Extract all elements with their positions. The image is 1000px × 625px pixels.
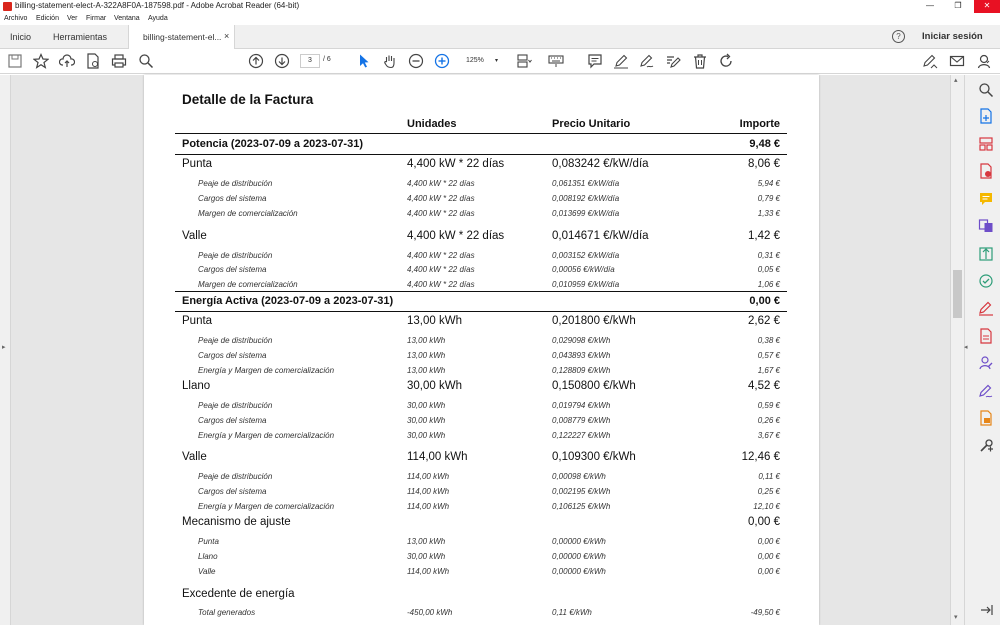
tab-document[interactable] <box>128 25 235 49</box>
menu-ventana[interactable]: Ventana <box>114 15 140 22</box>
sub-label: Peaje de distribución <box>198 251 273 260</box>
column-header-units: Unidades <box>407 118 457 130</box>
delete-icon[interactable] <box>692 53 708 69</box>
comment-icon[interactable] <box>587 53 603 69</box>
login-button[interactable]: Iniciar sesión <box>922 31 983 42</box>
chevron-left-icon[interactable]: ◂ <box>964 344 968 351</box>
sub-units: 30,00 kWh <box>407 401 446 410</box>
sub-units: 114,00 kWh <box>407 502 450 511</box>
header-divider <box>175 133 787 134</box>
scroll-up-icon[interactable]: ▴ <box>954 77 958 84</box>
section-potencia-total: 9,48 € <box>749 138 780 150</box>
sub-label: Total generados <box>198 608 256 617</box>
compress-pdf-icon[interactable] <box>978 246 994 262</box>
sub-amount: 0,00 € <box>757 537 780 546</box>
row-amount: 0,00 € <box>748 516 780 528</box>
left-panel-toggle[interactable] <box>0 75 11 625</box>
row-units: 114,00 kWh <box>407 451 468 463</box>
sub-price: 0,00000 €/kWh <box>552 567 606 576</box>
protect-pen-icon[interactable] <box>978 383 994 399</box>
rotate-icon[interactable] <box>718 53 734 69</box>
section-energia-total: 0,00 € <box>749 295 780 307</box>
edit-pdf-icon[interactable] <box>978 328 994 344</box>
chevron-down-icon: ▾ <box>495 58 499 64</box>
sub-price: 0,061351 €/kW/día <box>552 179 620 188</box>
sub-price: 0,010959 €/kW/día <box>552 280 620 289</box>
zoom-search-tool-icon[interactable] <box>978 82 994 98</box>
row-price: 0,109300 €/kWh <box>552 451 636 463</box>
menu-firmar[interactable]: Firmar <box>86 15 107 22</box>
title-bar <box>0 0 1000 13</box>
sub-amount: 0,26 € <box>757 416 780 425</box>
row-price: 0,201800 €/kWh <box>552 315 636 327</box>
row-label: Mecanismo de ajuste <box>182 516 291 528</box>
sub-amount: 0,00 € <box>757 567 780 576</box>
zoom-select[interactable] <box>461 54 503 68</box>
row-label: Punta <box>182 158 213 170</box>
tab-document-label: billing-statement-el... <box>143 32 222 42</box>
sub-price: 0,128809 €/kWh <box>552 366 611 375</box>
send-for-review-icon[interactable] <box>978 410 994 426</box>
sub-label: Peaje de distribución <box>198 401 273 410</box>
keyboard-icon[interactable] <box>548 53 564 69</box>
file-search-icon[interactable] <box>85 53 101 69</box>
sub-label: Cargos del sistema <box>198 351 267 360</box>
sub-amount: 1,06 € <box>757 280 780 289</box>
sub-label: Llano <box>198 552 218 561</box>
sub-label: Peaje de distribución <box>198 336 273 345</box>
zoom-value: 125% <box>466 57 484 64</box>
sub-amount: -49,50 € <box>750 608 780 617</box>
sub-units: 114,00 kWh <box>407 472 450 481</box>
hand-tool-icon[interactable] <box>382 53 398 69</box>
sub-amount: 0,57 € <box>757 351 780 360</box>
sub-amount: 0,05 € <box>757 265 780 274</box>
sub-price: 0,008779 €/kWh <box>552 416 611 425</box>
sub-units: 4,400 kW * 22 días <box>407 280 475 289</box>
sub-units: 30,00 kWh <box>407 431 446 440</box>
zoom-in-icon[interactable] <box>434 53 450 69</box>
row-label: Llano <box>182 380 211 392</box>
fill-sign-icon[interactable] <box>978 300 994 316</box>
request-signature-icon[interactable] <box>978 355 994 371</box>
scroll-down-icon[interactable]: ▾ <box>954 614 958 621</box>
sub-amount: 0,00 € <box>757 552 780 561</box>
page-total: / 6 <box>323 56 331 63</box>
upload-cloud-icon[interactable] <box>59 53 75 69</box>
sub-units: 13,00 kWh <box>407 537 446 546</box>
row-amount: 4,52 € <box>748 380 780 392</box>
tab-bar <box>0 25 1000 49</box>
highlight-pen-icon[interactable] <box>613 53 629 69</box>
sub-units: 4,400 kW * 22 días <box>407 194 475 203</box>
sub-label: Cargos del sistema <box>198 487 267 496</box>
select-cursor-icon[interactable] <box>356 53 372 69</box>
tab-close-icon[interactable]: × <box>224 31 230 41</box>
sub-price: 0,019794 €/kWh <box>552 401 611 410</box>
menu-ayuda[interactable]: Ayuda <box>148 15 168 22</box>
row-amount: 2,62 € <box>748 315 780 327</box>
sub-amount: 0,25 € <box>757 487 780 496</box>
sub-units: 13,00 kWh <box>407 336 446 345</box>
print-icon[interactable] <box>111 53 127 69</box>
acrobat-app-icon <box>3 2 12 11</box>
sub-amount: 1,33 € <box>757 209 780 218</box>
section-divider <box>175 154 787 155</box>
sub-amount: 12,10 € <box>753 502 780 511</box>
section-energia-label: Energía Activa (2023-07-09 a 2023-07-31) <box>182 295 394 307</box>
sub-amount: 1,67 € <box>757 366 780 375</box>
sub-price: 0,00000 €/kWh <box>552 537 606 546</box>
sub-label: Cargos del sistema <box>198 194 267 203</box>
column-header-amount: Importe <box>739 118 780 130</box>
create-pdf-icon[interactable] <box>978 108 994 124</box>
window-title: billing-statement-elect-A-322A8F0A-187598.pdf - Adobe Acrobat Reader (64-bit) <box>15 1 300 10</box>
sub-label: Cargos del sistema <box>198 416 267 425</box>
sub-label: Energía y Margen de comercialización <box>198 431 335 440</box>
row-label: Valle <box>182 451 207 463</box>
sub-amount: 0,79 € <box>757 194 780 203</box>
sub-price: 0,029098 €/kWh <box>552 336 611 345</box>
scrollbar-thumb[interactable] <box>953 270 962 318</box>
restore-button[interactable]: ❐ <box>954 1 962 10</box>
sub-units: 30,00 kWh <box>407 552 446 561</box>
sub-units: 4,400 kW * 22 días <box>407 179 475 188</box>
page-down-icon[interactable] <box>274 53 290 69</box>
row-price: 0,014671 €/kW/día <box>552 230 649 242</box>
help-icon[interactable]: ? <box>892 30 905 43</box>
sub-units: -450,00 kWh <box>407 608 453 617</box>
menu-bar <box>0 13 1000 25</box>
row-label: Excedente de energía <box>182 588 295 600</box>
comment-tool-icon[interactable] <box>978 191 994 207</box>
signature-tool-icon[interactable] <box>922 53 938 69</box>
sub-price: 0,008192 €/kW/día <box>552 194 620 203</box>
row-price: 0,083242 €/kW/día <box>552 158 649 170</box>
page-layout-icon[interactable] <box>516 53 532 69</box>
tools-pane <box>964 75 1000 625</box>
edit-text-icon[interactable] <box>665 53 681 69</box>
sub-price: 0,00000 €/kWh <box>552 552 606 561</box>
sub-label: Margen de comercialización <box>198 280 298 289</box>
page-up-icon[interactable] <box>248 53 264 69</box>
section-potencia-label: Potencia (2023-07-09 a 2023-07-31) <box>182 138 363 150</box>
sub-label: Peaje de distribución <box>198 472 273 481</box>
sub-price: 0,11 €/kWh <box>552 608 592 617</box>
sub-label: Valle <box>198 567 216 576</box>
save-icon[interactable] <box>7 53 23 69</box>
section-divider <box>175 291 787 292</box>
star-icon[interactable] <box>33 53 49 69</box>
row-label: Punta <box>182 315 213 327</box>
sub-label: Peaje de distribución <box>198 179 273 188</box>
tab-herramientas[interactable]: Herramientas <box>53 32 108 42</box>
combine-files-icon[interactable] <box>978 218 994 234</box>
sub-price: 0,106125 €/kWh <box>552 502 611 511</box>
page-number-input[interactable]: 3 <box>300 54 320 68</box>
row-units: 30,00 kWh <box>407 380 462 392</box>
menu-archivo[interactable]: Archivo <box>4 15 28 22</box>
sub-amount: 0,59 € <box>757 401 780 410</box>
sub-price: 0,043893 €/kWh <box>552 351 611 360</box>
menu-edicion[interactable]: Edición <box>36 15 59 22</box>
sub-price: 0,00098 €/kWh <box>552 472 606 481</box>
sub-price: 0,013699 €/kW/día <box>552 209 620 218</box>
sub-label: Energía y Margen de comercialización <box>198 502 335 511</box>
export-pdf-icon[interactable] <box>978 163 994 179</box>
sub-price: 0,00056 €/kW/día <box>552 265 615 274</box>
sub-label: Energía y Margen de comercialización <box>198 366 335 375</box>
sub-units: 4,400 kW * 22 días <box>407 251 475 260</box>
zoom-out-icon[interactable] <box>408 53 424 69</box>
sub-units: 13,00 kWh <box>407 366 446 375</box>
sub-units: 4,400 kW * 22 días <box>407 209 475 218</box>
organize-pages-icon[interactable] <box>978 136 994 152</box>
sub-amount: 0,31 € <box>757 251 780 260</box>
sub-amount: 3,67 € <box>757 431 780 440</box>
sub-units: 13,00 kWh <box>407 351 446 360</box>
sub-amount: 5,94 € <box>757 179 780 188</box>
search-icon[interactable] <box>138 53 154 69</box>
invoice-title: Detalle de la Factura <box>182 92 314 107</box>
section-divider <box>175 311 787 312</box>
row-price: 0,150800 €/kWh <box>552 380 636 392</box>
minimize-button[interactable]: — <box>926 1 934 10</box>
sub-price: 0,003152 €/kW/día <box>552 251 620 260</box>
share-link-icon[interactable] <box>976 53 992 69</box>
sub-amount: 0,38 € <box>757 336 780 345</box>
row-units: 4,400 kW * 22 días <box>407 230 505 242</box>
more-tools-icon[interactable] <box>978 438 994 454</box>
sub-units: 114,00 kWh <box>407 567 450 576</box>
sub-price: 0,122227 €/kWh <box>552 431 611 440</box>
row-amount: 1,42 € <box>748 230 780 242</box>
sub-units: 30,00 kWh <box>407 416 446 425</box>
chevron-right-icon[interactable]: ▸ <box>2 344 6 351</box>
sub-units: 4,400 kW * 22 días <box>407 265 475 274</box>
close-window-button[interactable]: ✕ <box>974 0 1000 13</box>
toolbar <box>0 49 1000 74</box>
row-units: 4,400 kW * 22 días <box>407 158 505 170</box>
menu-ver[interactable]: Ver <box>67 15 78 22</box>
row-amount: 12,46 € <box>741 451 780 463</box>
expand-pane-icon[interactable] <box>978 602 994 618</box>
tab-inicio[interactable]: Inicio <box>10 32 32 42</box>
scan-ocr-icon[interactable] <box>978 273 994 289</box>
column-header-price: Precio Unitario <box>552 118 631 130</box>
vertical-scrollbar[interactable] <box>950 75 964 625</box>
sub-amount: 0,11 € <box>758 472 780 481</box>
row-amount: 8,06 € <box>748 158 780 170</box>
sub-price: 0,002195 €/kWh <box>552 487 611 496</box>
sub-label: Punta <box>198 537 219 546</box>
row-label: Valle <box>182 230 207 242</box>
sub-label: Cargos del sistema <box>198 265 267 274</box>
sub-units: 114,00 kWh <box>407 487 450 496</box>
email-icon[interactable] <box>949 53 965 69</box>
row-units: 13,00 kWh <box>407 315 462 327</box>
sub-label: Margen de comercialización <box>198 209 298 218</box>
draw-signature-icon[interactable] <box>639 53 655 69</box>
